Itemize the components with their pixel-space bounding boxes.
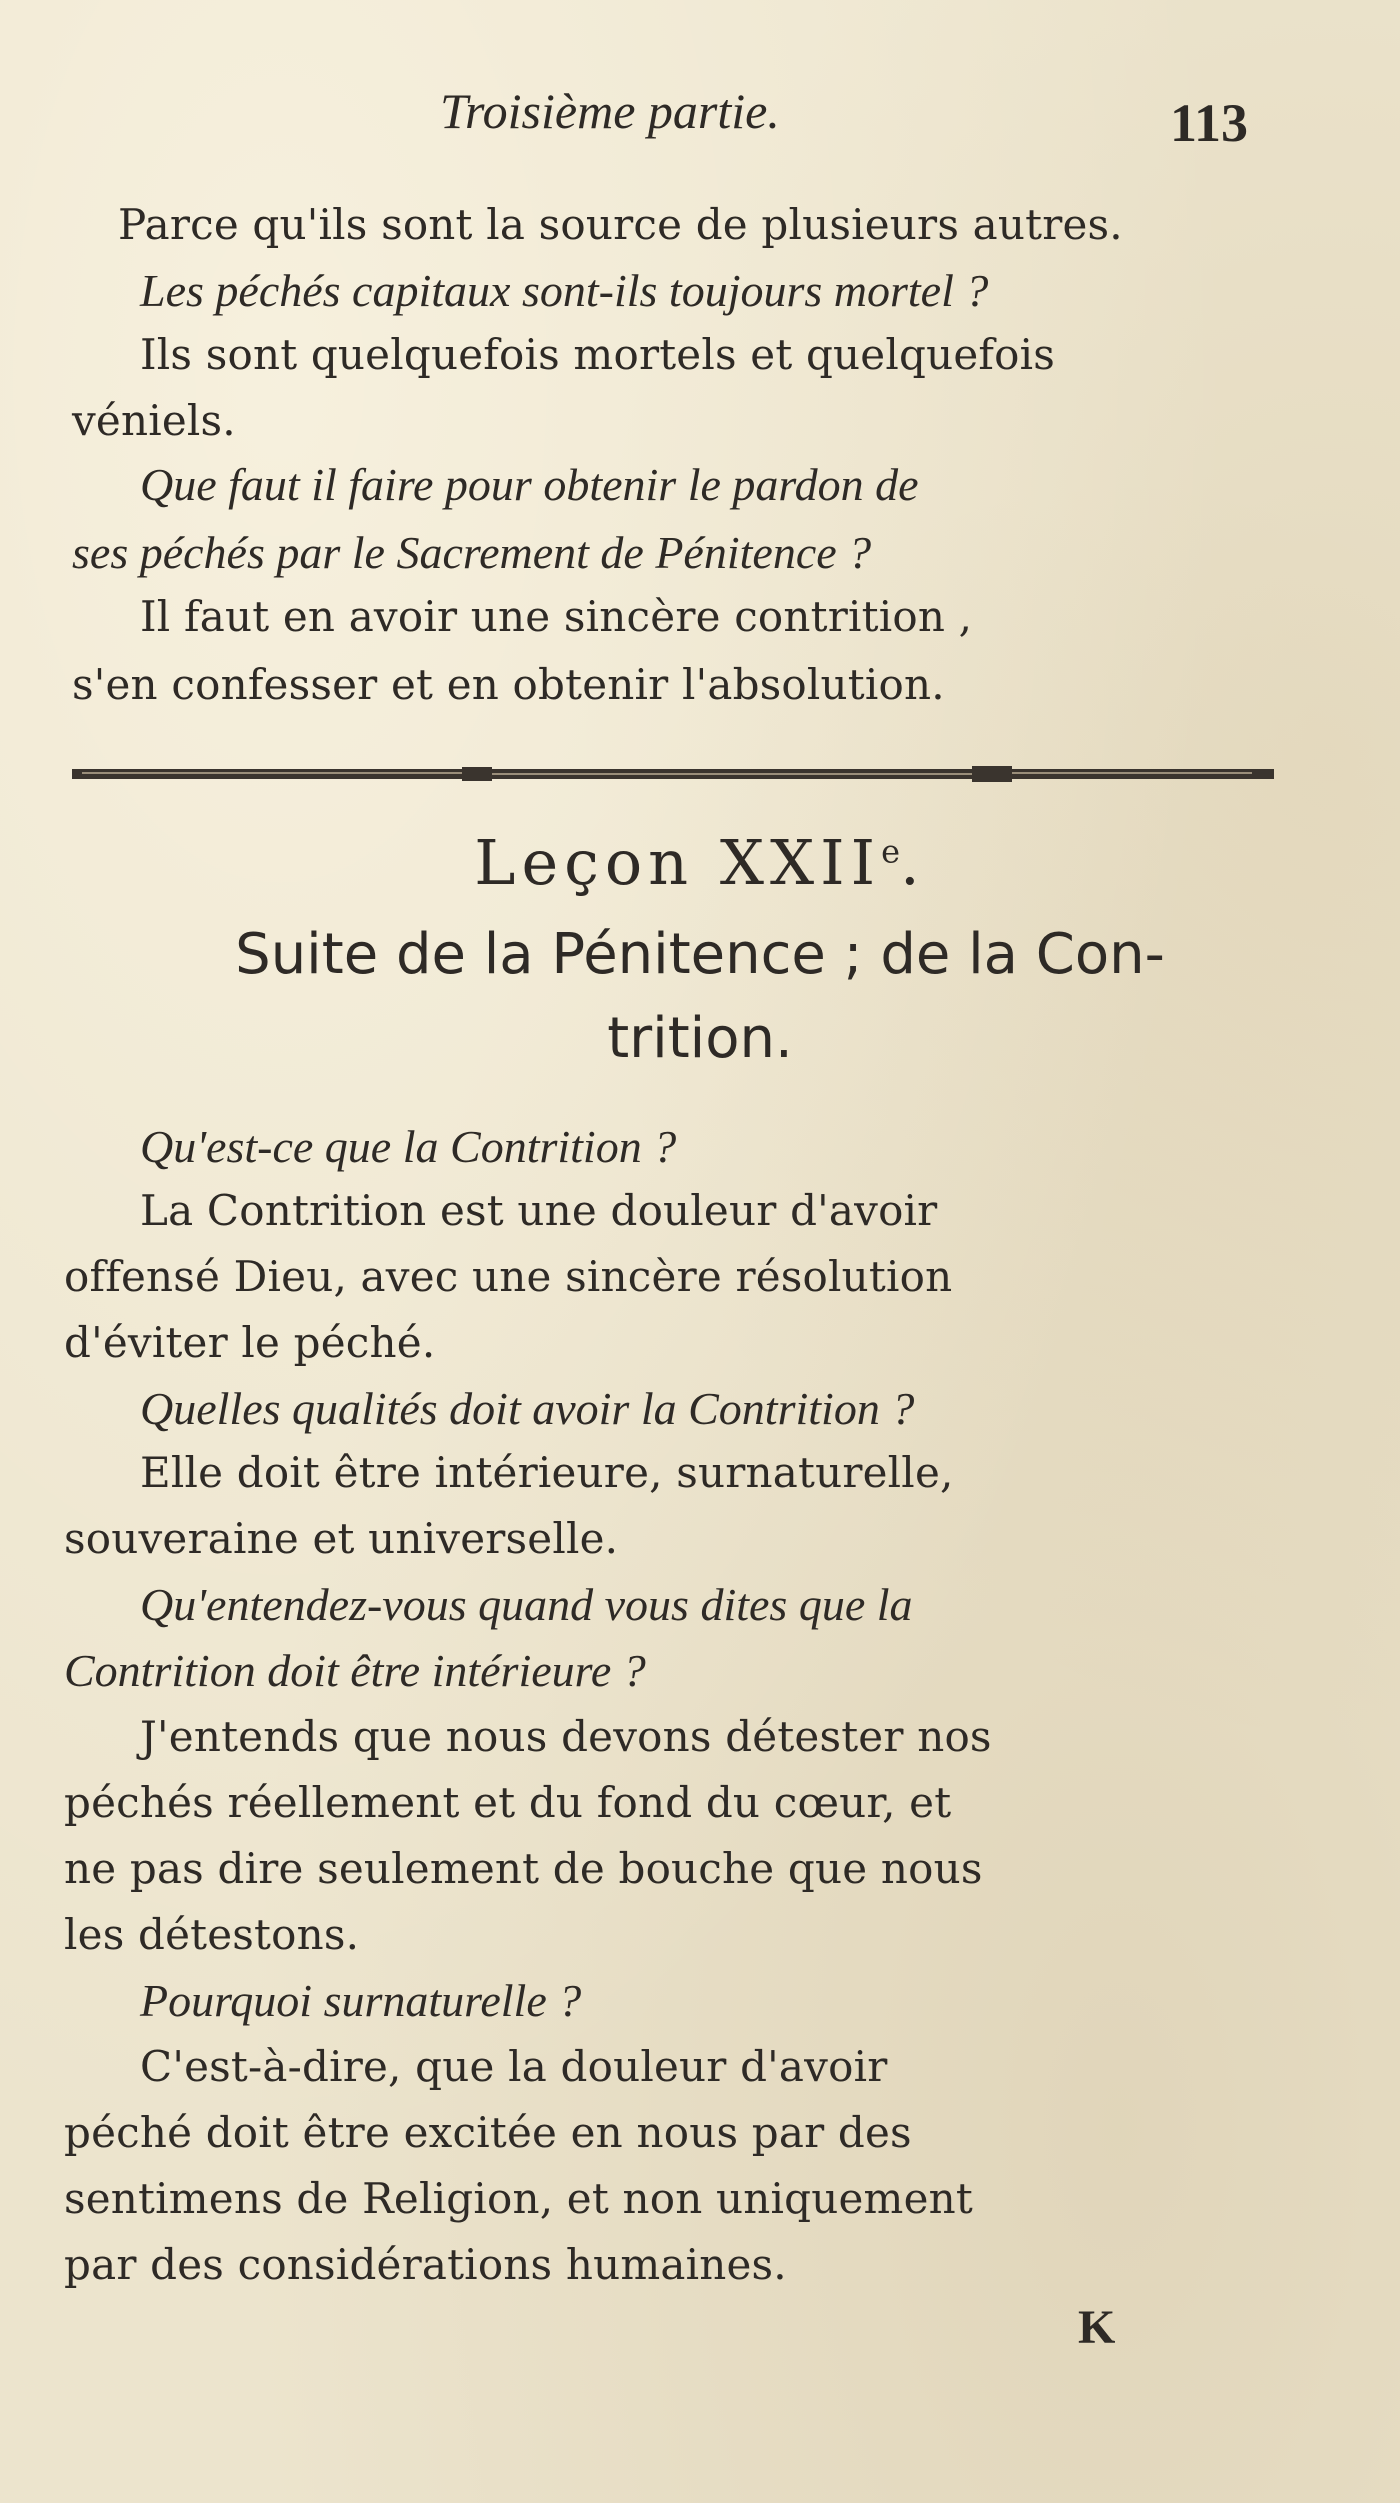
signature-mark: K — [1078, 2301, 1116, 2354]
text-line: Ils sont quelquefois mortels et quelquefois — [140, 330, 1056, 379]
text-line: s'en confesser et en obtenir l'absolution. — [72, 660, 945, 709]
text-line: péché doit être excitée en nous par des — [64, 2108, 912, 2157]
ornamental-rule — [72, 764, 1274, 784]
text-line: par des considérations humaines. — [64, 2240, 787, 2289]
page-number: 113 — [1170, 93, 1249, 153]
lesson-subtitle: Suite de la Pénitence ; de la Con- — [235, 922, 1165, 987]
lesson-title: Leçon XXIIe. — [474, 826, 926, 899]
text-line: souveraine et universelle. — [64, 1514, 619, 1563]
text-line: La Contrition est une douleur d'avoir — [140, 1186, 938, 1235]
question-line: Qu'entendez-vous quand vous dites que la — [140, 1579, 913, 1630]
text-line: Parce qu'ils sont la source de plusieurs autres. — [118, 200, 1123, 249]
text-line: offensé Dieu, avec une sincère résolution — [64, 1252, 953, 1301]
question-line: Quelles qualités doit avoir la Contrition ? — [140, 1383, 915, 1434]
text-line: Il faut en avoir une sincère contrition , — [140, 592, 973, 641]
question-line: Les péchés capitaux sont-ils toujours mortel ? — [140, 265, 989, 316]
text-line: véniels. — [72, 396, 236, 445]
text-line: J'entends que nous devons détester nos — [140, 1712, 992, 1761]
text-line: C'est-à-dire, que la douleur d'avoir — [140, 2042, 888, 2091]
text-line: ne pas dire seulement de bouche que nous — [64, 1844, 983, 1893]
lesson-subtitle: trition. — [607, 1006, 793, 1071]
question-line: ses péchés par le Sacrement de Pénitence ? — [72, 527, 872, 578]
text-line: les détestons. — [64, 1910, 360, 1959]
question-line: Qu'est-ce que la Contrition ? — [140, 1121, 677, 1172]
text-line: sentimens de Religion, et non uniquement — [64, 2174, 973, 2223]
question-line: Pourquoi surnaturelle ? — [140, 1975, 582, 2026]
text-line: d'éviter le péché. — [64, 1318, 436, 1367]
question-line: Contrition doit être intérieure ? — [64, 1645, 646, 1696]
text-line: péchés réellement et du fond du cœur, et — [64, 1778, 952, 1827]
running-title: Troisième partie. — [440, 83, 780, 139]
question-line: Que faut il faire pour obtenir le pardon de — [140, 459, 919, 510]
text-line: Elle doit être intérieure, surnaturelle, — [140, 1448, 954, 1497]
